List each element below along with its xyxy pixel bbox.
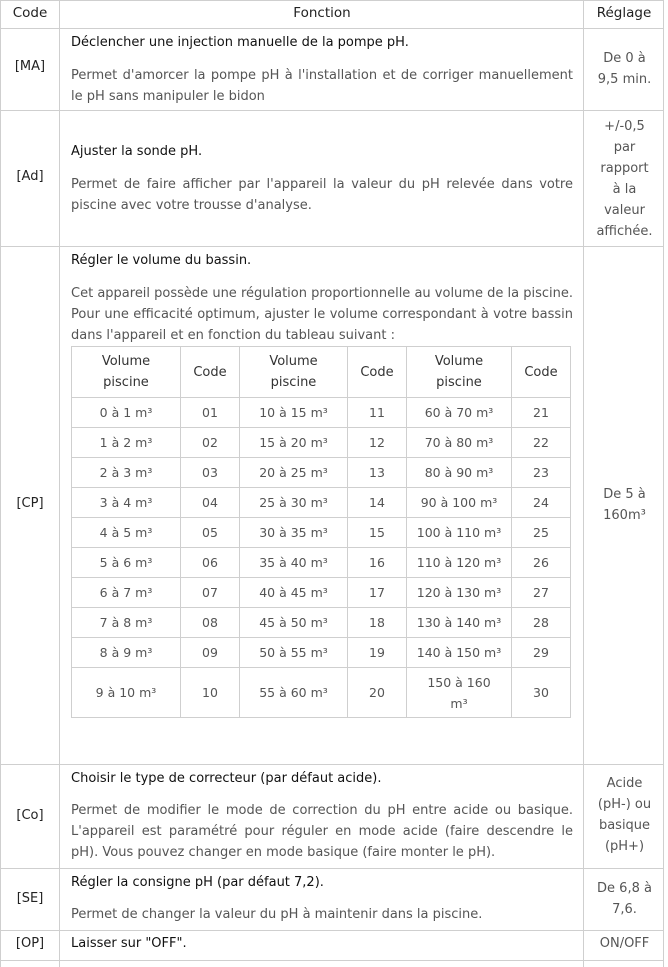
- volume-cell: 40 à 45 m³: [240, 578, 348, 608]
- volume-cell: 1 à 2 m³: [72, 428, 181, 458]
- code-header-2: Code: [348, 347, 407, 398]
- reglage-ad-line-5: valeur: [604, 203, 645, 218]
- volume-cell: 60 à 70 m³: [407, 398, 512, 428]
- volume-cell: 110 à 120 m³: [407, 548, 512, 578]
- volume-header-3: Volume piscine: [407, 347, 512, 398]
- code-cell: 10: [181, 668, 240, 718]
- code-cell: 01: [181, 398, 240, 428]
- header-fonction: [60, 0, 584, 28]
- volume-header-1: Volume piscine: [72, 347, 181, 398]
- title-ma: Déclencher une injection manuelle de la pompe pH.: [71, 35, 409, 50]
- volume-table-row: [72, 398, 571, 428]
- desc-cp: Cet appareil possède une régulation proportionnelle au volume de la piscine. Pour une efficacité optimum, ajuster le volume correspondant à votre bassin dans l'appareil et en fonction du tableau suivant :: [71, 286, 573, 343]
- code-header-3: Code: [512, 347, 571, 398]
- reglage-ad-line-2: par: [613, 140, 636, 155]
- code-cell: 28: [512, 608, 571, 638]
- volume-cell: 3 à 4 m³: [72, 488, 181, 518]
- reglage-ad-line-4: à la: [612, 182, 637, 197]
- code-se: [SE]: [16, 891, 44, 906]
- title-se: Régler la consigne pH (par défaut 7,2).: [71, 875, 324, 890]
- volume-table-row: [72, 638, 571, 668]
- code-cell: 15: [348, 518, 407, 548]
- reglage-ad: [585, 116, 664, 242]
- volume-table-row: [72, 668, 571, 718]
- code-cell: 27: [512, 578, 571, 608]
- code-cell: 21: [512, 398, 571, 428]
- code-cell: 09: [181, 638, 240, 668]
- code-cell: 03: [181, 458, 240, 488]
- reglage-co-line-4: (pH+): [604, 839, 645, 854]
- code-cell: 16: [348, 548, 407, 578]
- code-cell: 19: [348, 638, 407, 668]
- volume-cell: 10 à 15 m³: [240, 398, 348, 428]
- desc-se: Permet de changer la valeur du pH à maintenir dans la piscine.: [71, 907, 483, 922]
- desc-ad: Permet de faire afficher par l'appareil la valeur du pH relevée dans votre piscine avec votre trousse d'analyse.: [71, 177, 573, 213]
- volume-table-row: [72, 488, 571, 518]
- volume-table-row: [72, 458, 571, 488]
- desc-ma: Permet d'amorcer la pompe pH à l'installation et de corriger manuellement le pH sans manipuler le bidon: [71, 68, 573, 104]
- volume-cell: 6 à 7 m³: [72, 578, 181, 608]
- reglage-cp-line-1: De 5 à: [603, 487, 646, 502]
- volume-cell: 9 à 10 m³: [72, 668, 181, 718]
- volume-cell: 70 à 80 m³: [407, 428, 512, 458]
- reglage-co-line-3: basique: [598, 818, 651, 833]
- reglage-co: [585, 773, 664, 857]
- volume-cell: 30 à 35 m³: [240, 518, 348, 548]
- title-co: Choisir le type de correcteur (par défaut acide).: [71, 771, 382, 786]
- code-cell: 07: [181, 578, 240, 608]
- reglage-cp: [585, 484, 664, 526]
- code-cell: 04: [181, 488, 240, 518]
- desc-co: Permet de modifier le mode de correction du pH entre acide ou basique. L'appareil est paramétré pour réguler en mode acide (faire descendre le pH). Vous pouvez changer en mode basique (faire monter le pH).: [71, 803, 573, 860]
- code-cell: 26: [512, 548, 571, 578]
- reglage-co-line-2: (pH-) ou: [597, 797, 652, 812]
- volume-cell: 80 à 90 m³: [407, 458, 512, 488]
- reglage-ma-line-2: 9,5 min.: [597, 72, 652, 87]
- code-cell: 05: [181, 518, 240, 548]
- reglage-ma: [585, 48, 664, 90]
- code-cell: 02: [181, 428, 240, 458]
- code-co: [Co]: [16, 808, 44, 823]
- volume-cell: 7 à 8 m³: [72, 608, 181, 638]
- volume-table-header: [72, 347, 571, 398]
- volume-cell: 45 à 50 m³: [240, 608, 348, 638]
- code-cell: 23: [512, 458, 571, 488]
- reglage-ma-line-1: De 0 à: [603, 51, 646, 66]
- reglage-se-line-1: De 6,8 à: [597, 881, 652, 896]
- code-cell: 06: [181, 548, 240, 578]
- code-ad: [Ad]: [16, 169, 44, 184]
- volume-table-row: [72, 578, 571, 608]
- header-fonction-label: Fonction: [293, 5, 351, 21]
- volume-cell: 90 à 100 m³: [407, 488, 512, 518]
- title-ad: Ajuster la sonde pH.: [71, 144, 203, 159]
- header-reglage: [584, 0, 664, 28]
- reglage-cp-line-2: 160m³: [603, 508, 646, 523]
- volume-cell: 20 à 25 m³: [240, 458, 348, 488]
- volume-cell: 5 à 6 m³: [72, 548, 181, 578]
- reglage-ad-line-6: affichée.: [596, 224, 653, 239]
- code-cell: 29: [512, 638, 571, 668]
- volume-cell: 140 à 150 m³: [407, 638, 512, 668]
- code-cell: 22: [512, 428, 571, 458]
- volume-cell: 0 à 1 m³: [72, 398, 181, 428]
- volume-cell: 55 à 60 m³: [240, 668, 348, 718]
- header-code-label: Code: [12, 5, 48, 21]
- header-reglage-label: Réglage: [596, 5, 652, 21]
- code-cell: 11: [348, 398, 407, 428]
- volume-table-row: [72, 518, 571, 548]
- code-cell: 08: [181, 608, 240, 638]
- reglage-ad-line-3: rapport: [600, 161, 649, 176]
- reglage-ad-line-1: +/-0,5: [604, 119, 645, 134]
- code-header-1: Code: [181, 347, 240, 398]
- reglage-se: [585, 878, 664, 920]
- title-cp: Régler le volume du bassin.: [71, 253, 252, 268]
- volume-cell: 100 à 110 m³: [407, 518, 512, 548]
- code-cell: 30: [512, 668, 571, 718]
- code-cell: 20: [348, 668, 407, 718]
- volume-cell: 2 à 3 m³: [72, 458, 181, 488]
- code-cell: 24: [512, 488, 571, 518]
- title-op: Laisser sur "OFF".: [71, 936, 187, 951]
- volume-cell: 15 à 20 m³: [240, 428, 348, 458]
- code-op: [OP]: [15, 936, 45, 951]
- code-cell: 14: [348, 488, 407, 518]
- volume-cell: 120 à 130 m³: [407, 578, 512, 608]
- code-ma: [MA]: [14, 59, 46, 74]
- volume-cell: 8 à 9 m³: [72, 638, 181, 668]
- code-cell: 13: [348, 458, 407, 488]
- code-cell: 12: [348, 428, 407, 458]
- volume-header-2: Volume piscine: [240, 347, 348, 398]
- code-cell: 25: [512, 518, 571, 548]
- volume-table: [71, 346, 571, 718]
- reglage-se-line-2: 7,6.: [612, 902, 637, 917]
- volume-cell: 130 à 140 m³: [407, 608, 512, 638]
- code-cp: [CP]: [16, 496, 44, 511]
- volume-table-row: [72, 428, 571, 458]
- volume-cell: 150 à 160 m³: [407, 668, 512, 718]
- reglage-co-line-1: Acide: [606, 776, 643, 791]
- volume-cell: 4 à 5 m³: [72, 518, 181, 548]
- code-cell: 17: [348, 578, 407, 608]
- volume-table-row: [72, 608, 571, 638]
- header-code: [0, 0, 60, 28]
- volume-cell: 50 à 55 m³: [240, 638, 348, 668]
- volume-table-row: [72, 548, 571, 578]
- reglage-op: ON/OFF: [599, 936, 650, 951]
- volume-cell: 35 à 40 m³: [240, 548, 348, 578]
- code-cell: 18: [348, 608, 407, 638]
- volume-cell: 25 à 30 m³: [240, 488, 348, 518]
